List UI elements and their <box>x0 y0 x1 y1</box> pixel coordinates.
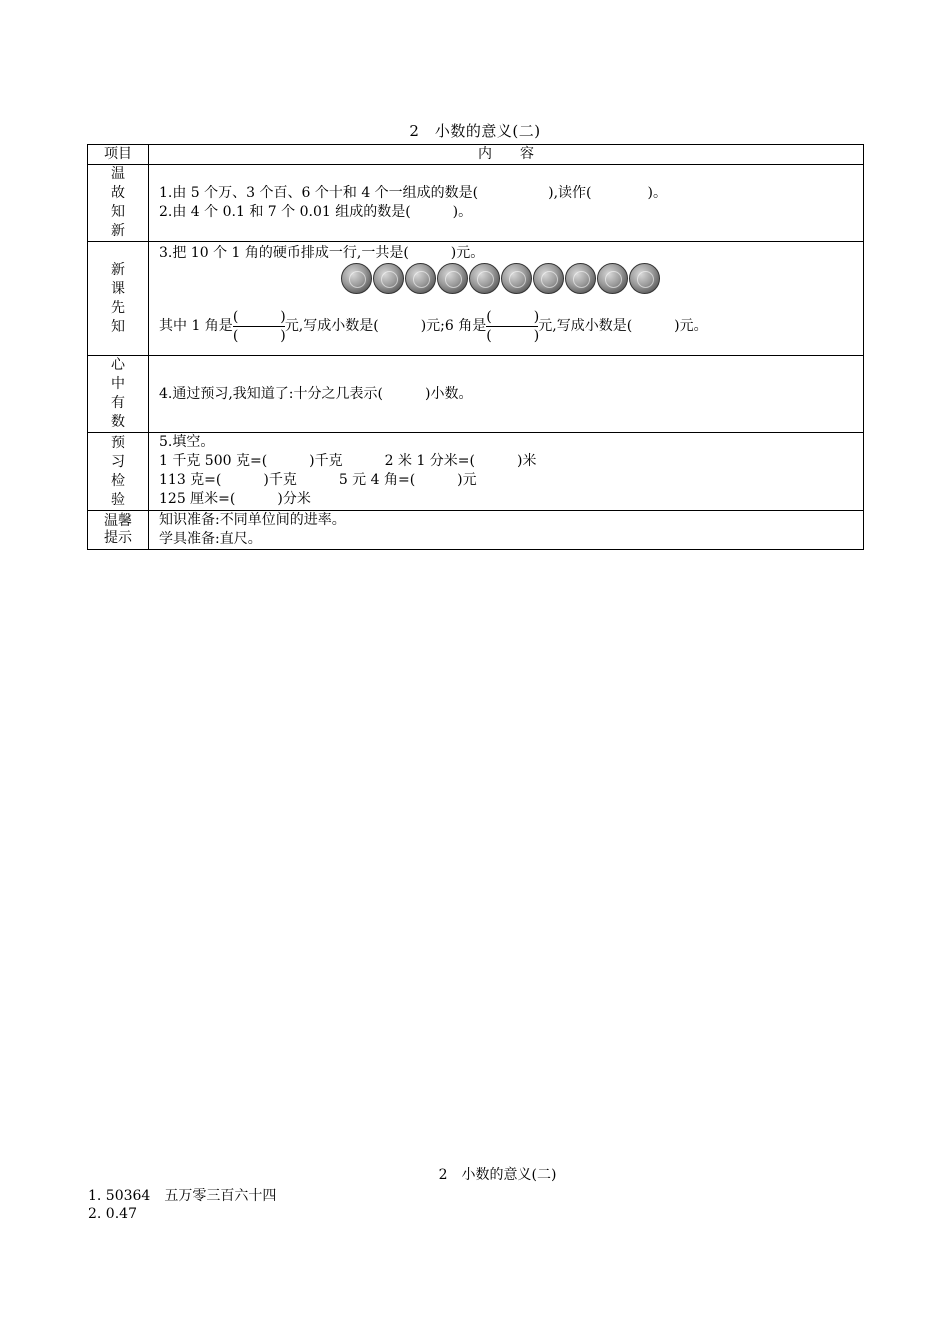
question-4: 4.通过预习,我知道了:十分之几表示( )小数。 <box>159 385 473 402</box>
question-5: 5.填空。 <box>159 434 215 450</box>
one-jiao-coin-icon <box>629 263 660 294</box>
question-1: 1.由 5 个万、3 个百、6 个十和 4 个一组成的数是( ),读作( )。 <box>159 185 667 201</box>
fraction-numerator-blank: ( ) <box>232 308 286 325</box>
one-jiao-coin-icon <box>533 263 564 294</box>
fill-line-1: 1 千克 500 克=( )千克 2 米 1 分米=( )米 <box>159 453 537 469</box>
fraction-text-3: 元,写成小数是( )元。 <box>538 317 708 334</box>
row-label-preview: 新 课 先 知 <box>88 242 149 356</box>
fill-line-2: 113 克=( )千克 5 元 4 角=( )元 <box>159 472 477 488</box>
one-jiao-coin-icon <box>373 263 404 294</box>
tip-knowledge: 知识准备:不同单位间的进率。 <box>159 512 346 528</box>
answer-section <box>0 1164 950 1222</box>
table-row-tips <box>88 511 864 550</box>
table-row-preview <box>88 242 864 356</box>
fraction-blank-1 <box>233 308 285 345</box>
fraction-text-1: 其中 1 角是 <box>159 317 233 334</box>
row-content-review <box>149 165 864 242</box>
row-content-summary <box>149 356 864 433</box>
table-row-review <box>88 165 864 242</box>
row-content-check <box>149 433 864 511</box>
fraction-denominator-blank: ( ) <box>486 327 540 344</box>
row-label-tips: 温馨 提示 <box>88 511 149 550</box>
tip-tools: 学具准备:直尺。 <box>159 531 262 547</box>
answer-title: 2 小数的意义(二) <box>438 1167 557 1183</box>
row-label-summary: 心 中 有 数 <box>88 356 149 433</box>
header-item: 项目 <box>88 145 149 165</box>
one-jiao-coin-icon <box>405 263 436 294</box>
fraction-text-2: 元,写成小数是( )元;6 角是 <box>284 317 487 334</box>
question-2: 2.由 4 个 0.1 和 7 个 0.01 组成的数是( )。 <box>159 204 473 220</box>
fraction-line <box>159 297 863 355</box>
one-jiao-coin-icon <box>565 263 596 294</box>
fraction-denominator-blank: ( ) <box>232 327 286 344</box>
question-3: 3.把 10 个 1 角的硬币排成一行,一共是( )元。 <box>159 245 485 261</box>
coin-row <box>159 263 863 297</box>
row-content-tips <box>149 511 864 550</box>
table-header-row <box>88 145 864 165</box>
one-jiao-coin-icon <box>341 263 372 294</box>
one-jiao-coin-icon <box>469 263 500 294</box>
row-content-preview <box>149 242 864 356</box>
header-content: 内 容 <box>149 145 864 165</box>
row-label-review: 温 故 知 新 <box>88 165 149 242</box>
fraction-numerator-blank: ( ) <box>486 308 540 325</box>
one-jiao-coin-icon <box>597 263 628 294</box>
table-row-summary <box>88 356 864 433</box>
one-jiao-coin-icon <box>501 263 532 294</box>
table-row-check <box>88 433 864 511</box>
answer-line-2: 2. 0.47 <box>88 1206 137 1222</box>
answer-line-1: 1. 50364 五万零三百六十四 <box>88 1188 277 1204</box>
page-title: 2 小数的意义(二) <box>409 122 541 140</box>
one-jiao-coin-icon <box>437 263 468 294</box>
fill-line-3: 125 厘米=( )分米 <box>159 491 311 507</box>
fraction-blank-2 <box>486 308 538 345</box>
worksheet-table <box>87 144 864 550</box>
row-label-check: 预 习 检 验 <box>88 433 149 511</box>
